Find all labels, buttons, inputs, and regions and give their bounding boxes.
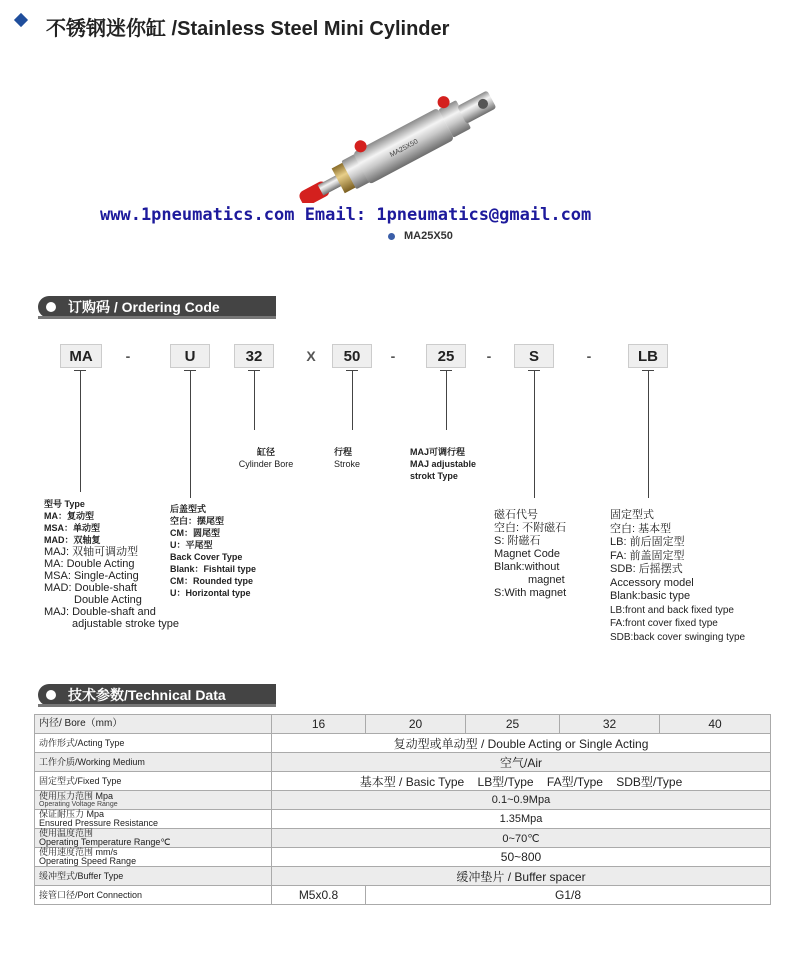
leader-line bbox=[254, 370, 255, 430]
separator: - bbox=[486, 348, 492, 364]
leader-line bbox=[74, 370, 86, 371]
row-label: 动作形式/Acting Type bbox=[35, 734, 272, 753]
table-row bbox=[35, 886, 771, 905]
row-label: 使用压力范围 Mpa Operating Voltage Range bbox=[35, 791, 272, 810]
separator: - bbox=[586, 348, 592, 364]
row-label: 使用温度范围 Operating Temperature Range℃ bbox=[35, 829, 272, 848]
table-row bbox=[35, 715, 771, 734]
stroke-label: 行程 Stroke bbox=[334, 447, 361, 469]
model-label: MA25X50 bbox=[404, 230, 453, 242]
table-row bbox=[35, 867, 771, 886]
separator: - bbox=[390, 348, 396, 364]
table-row bbox=[35, 829, 771, 848]
row-label: 固定型式/Fixed Type bbox=[35, 772, 272, 791]
row-label: 使用速度范围 mm/s Operating Speed Range bbox=[35, 848, 272, 867]
code-box-adjust: 25 bbox=[426, 344, 466, 368]
section-underline bbox=[38, 704, 276, 707]
row-label: 保证耐压力 Mpa Ensured Pressure Resistance bbox=[35, 810, 272, 829]
table-row bbox=[35, 753, 771, 772]
port-value: M5x0.8 bbox=[272, 886, 366, 905]
leader-line bbox=[346, 370, 358, 371]
bore-value: 40 bbox=[660, 715, 771, 734]
type-description: 型号 Type MA：复动型 MSA：单动型 MAD：双轴复 MAJ: 双轴可调动型 MA: Double Acting MSA: Single-Acting MAD: Double-shaft Double Acting MAJ: Double-shaft and adjustable stroke type bbox=[44, 499, 180, 630]
code-box-fixed: LB bbox=[628, 344, 668, 368]
website-email-text: www.1pneumatics.com Email: 1pneumatics@gmail.com bbox=[100, 205, 592, 225]
leader-line bbox=[184, 370, 196, 371]
ordering-section-header: 订购码 / Ordering Code bbox=[38, 296, 276, 318]
code-box-magnet: S bbox=[514, 344, 554, 368]
bore-value: 32 bbox=[560, 715, 660, 734]
cylinder-image bbox=[270, 88, 530, 203]
bore-value: 20 bbox=[366, 715, 466, 734]
section-underline bbox=[38, 316, 276, 319]
code-box-stroke: 50 bbox=[332, 344, 372, 368]
row-value: 0~70℃ bbox=[272, 829, 771, 848]
row-label: 工作介质/Working Medium bbox=[35, 753, 272, 772]
table-row bbox=[35, 772, 771, 791]
leader-line bbox=[534, 370, 535, 498]
cylinder-engraving: MA25X50 bbox=[388, 138, 420, 159]
code-box-cover: U bbox=[170, 344, 210, 368]
page-title: 不锈钢迷你缸 /Stainless Steel Mini Cylinder bbox=[46, 18, 450, 40]
table-row bbox=[35, 848, 771, 867]
model-bullet-icon bbox=[388, 233, 395, 240]
fixed-type-description: 固定型式 空白: 基本型 LB: 前后固定型 FA: 前盖固定型 SDB: 后摇摆式 Accessory model Blank:basic type LB:front and back fixed type FA:front cover fixed type SDB:back cover swinging type bbox=[610, 509, 746, 643]
separator: - bbox=[125, 348, 131, 364]
separator: X bbox=[306, 348, 316, 364]
row-label: 缓冲型式/Buffer Type bbox=[35, 867, 272, 886]
port-value: G1/8 bbox=[366, 886, 771, 905]
row-value: 空气/Air bbox=[272, 753, 771, 772]
leader-line bbox=[446, 370, 447, 430]
bore-value: 16 bbox=[272, 715, 366, 734]
table-row bbox=[35, 791, 771, 810]
leader-line bbox=[648, 370, 649, 498]
leader-line bbox=[528, 370, 540, 371]
row-value: 缓冲垫片 / Buffer spacer bbox=[272, 867, 771, 886]
leader-line bbox=[80, 370, 81, 492]
technical-section-header: 技术参数/Technical Data bbox=[38, 684, 276, 706]
technical-data-table bbox=[34, 714, 771, 905]
code-box-bore: 32 bbox=[234, 344, 274, 368]
leader-line bbox=[352, 370, 353, 430]
table-row bbox=[35, 734, 771, 753]
leader-line bbox=[642, 370, 654, 371]
bullet-diamond-icon bbox=[14, 13, 28, 27]
leader-line bbox=[440, 370, 452, 371]
row-value: 复动型或单动型 / Double Acting or Single Acting bbox=[272, 734, 771, 753]
code-box-model: MA bbox=[60, 344, 102, 368]
row-label: 接管口径/Port Connection bbox=[35, 886, 272, 905]
bore-value: 25 bbox=[466, 715, 560, 734]
bore-header: 内径/ Bore（mm） bbox=[35, 715, 272, 734]
row-value: 1.35Mpa bbox=[272, 810, 771, 829]
maj-adjustable-label: MAJ可调行程 MAJ adjustable strokt Type bbox=[410, 447, 477, 481]
row-value: 50~800 bbox=[272, 848, 771, 867]
bore-label: 缸径 Cylinder Bore bbox=[238, 447, 294, 469]
back-cover-description: 后盖型式 空白：摆尾型 CM：圆尾型 U：平尾型 Back Cover Type Blank：Fishtail type CM：Rounded type U：Horizontal type bbox=[170, 504, 257, 598]
leader-line bbox=[248, 370, 260, 371]
row-value: 0.1~0.9Mpa bbox=[272, 791, 771, 810]
table-row bbox=[35, 810, 771, 829]
row-value: 基本型 / Basic Type LB型/Type FA型/Type SDB型/Type bbox=[272, 772, 771, 791]
magnet-description: 磁石代号 空白: 不附磁石 S: 附磁石 Magnet Code Blank:without magnet S:With magnet bbox=[494, 509, 567, 599]
leader-line bbox=[190, 370, 191, 498]
